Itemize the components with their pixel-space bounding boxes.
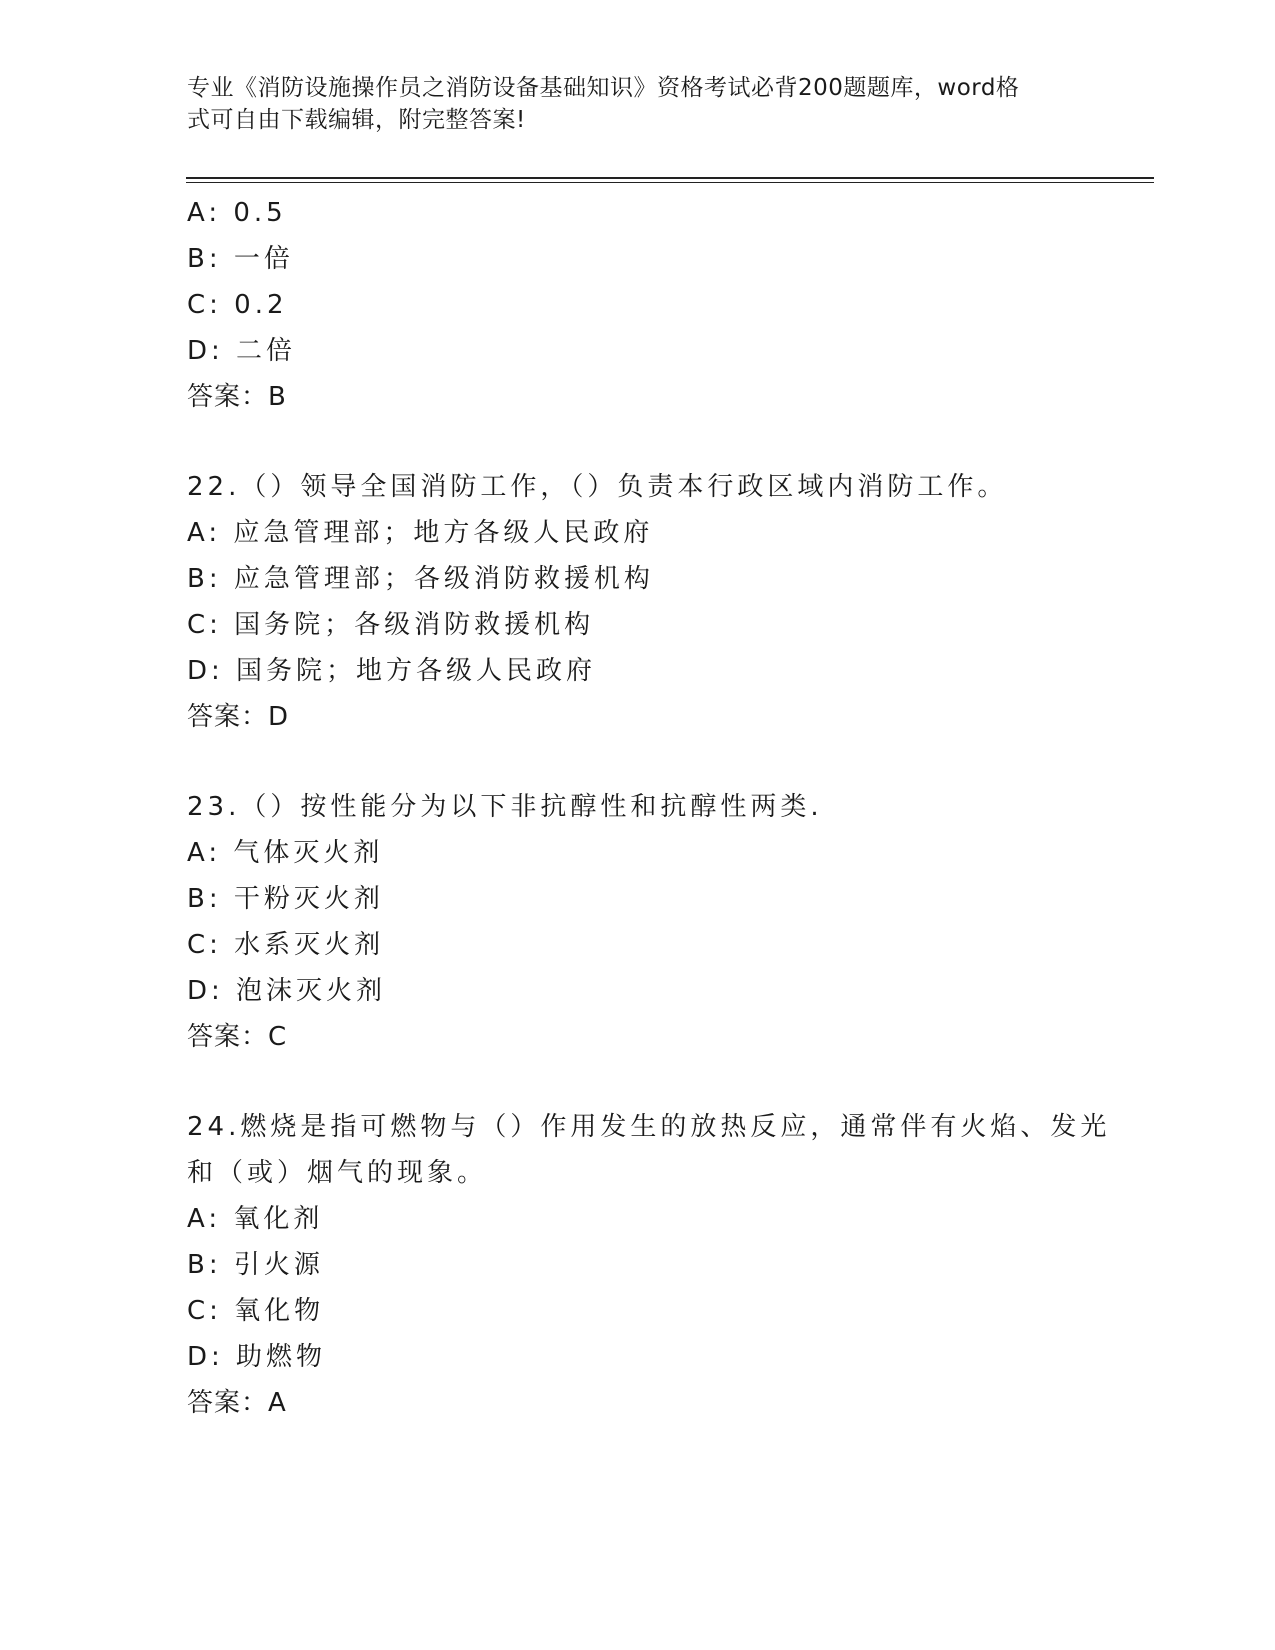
header-line-1: 专业《消防设施操作员之消防设备基础知识》资格考试必背200题题库，word格 xyxy=(187,75,1020,101)
document-header xyxy=(187,72,1067,136)
option-d: D: 国务院；地方各级人民政府 xyxy=(187,656,597,686)
answer-label: 答案： xyxy=(187,1388,269,1418)
answer-key: C xyxy=(268,1022,288,1052)
option-b: B: 引火源 xyxy=(187,1250,324,1280)
answer-key: A xyxy=(268,1388,287,1418)
option-a: A: 气体灭火剂 xyxy=(187,838,384,868)
answer-label: 答案： xyxy=(187,702,269,732)
option-b: B: 应急管理部；各级消防救援机构 xyxy=(187,564,654,594)
option-c: C: 水系灭火剂 xyxy=(187,930,385,960)
question-stem-line-2: 和（或）烟气的现象。 xyxy=(187,1158,488,1188)
question-block-21 xyxy=(187,190,1087,420)
option-b: B: 干粉灭火剂 xyxy=(187,884,384,914)
header-divider-thick xyxy=(186,177,1154,179)
answer-key: B xyxy=(268,382,287,412)
option-d: D: 二倍 xyxy=(187,336,297,366)
option-b: B: 一倍 xyxy=(187,244,294,274)
option-c: C: 国务院；各级消防救援机构 xyxy=(187,610,595,640)
header-line-2: 式可自由下载编辑，附完整答案! xyxy=(187,107,526,133)
answer-label: 答案： xyxy=(187,382,269,412)
question-stem-line-1: 24.燃烧是指可燃物与（）作用发生的放热反应，通常伴有火焰、发光 xyxy=(187,1112,1111,1142)
option-a: A: 0.5 xyxy=(187,198,287,228)
option-a: A: 应急管理部；地方各级人民政府 xyxy=(187,518,654,548)
question-list xyxy=(187,190,1111,1426)
option-c: C: 0.2 xyxy=(187,290,288,320)
question-block-23 xyxy=(187,784,1087,1060)
answer-line xyxy=(187,1014,1087,1060)
option-a: A: 氧化剂 xyxy=(187,1204,324,1234)
option-d: D: 泡沫灭火剂 xyxy=(187,976,387,1006)
question-stem: 22.（）领导全国消防工作，（）负责本行政区域内消防工作。 xyxy=(187,472,1008,502)
header-divider-thin xyxy=(186,182,1154,183)
question-block-24 xyxy=(187,1104,1111,1426)
answer-line xyxy=(187,1380,1087,1426)
option-c: C: 氧化物 xyxy=(187,1296,325,1326)
answer-key: D xyxy=(268,702,290,732)
answer-line xyxy=(187,694,1087,740)
answer-label: 答案： xyxy=(187,1022,269,1052)
option-d: D: 助燃物 xyxy=(187,1342,327,1372)
answer-line xyxy=(187,374,1087,420)
question-block-22 xyxy=(187,464,1087,740)
question-stem: 23.（）按性能分为以下非抗醇性和抗醇性两类. xyxy=(187,792,823,822)
